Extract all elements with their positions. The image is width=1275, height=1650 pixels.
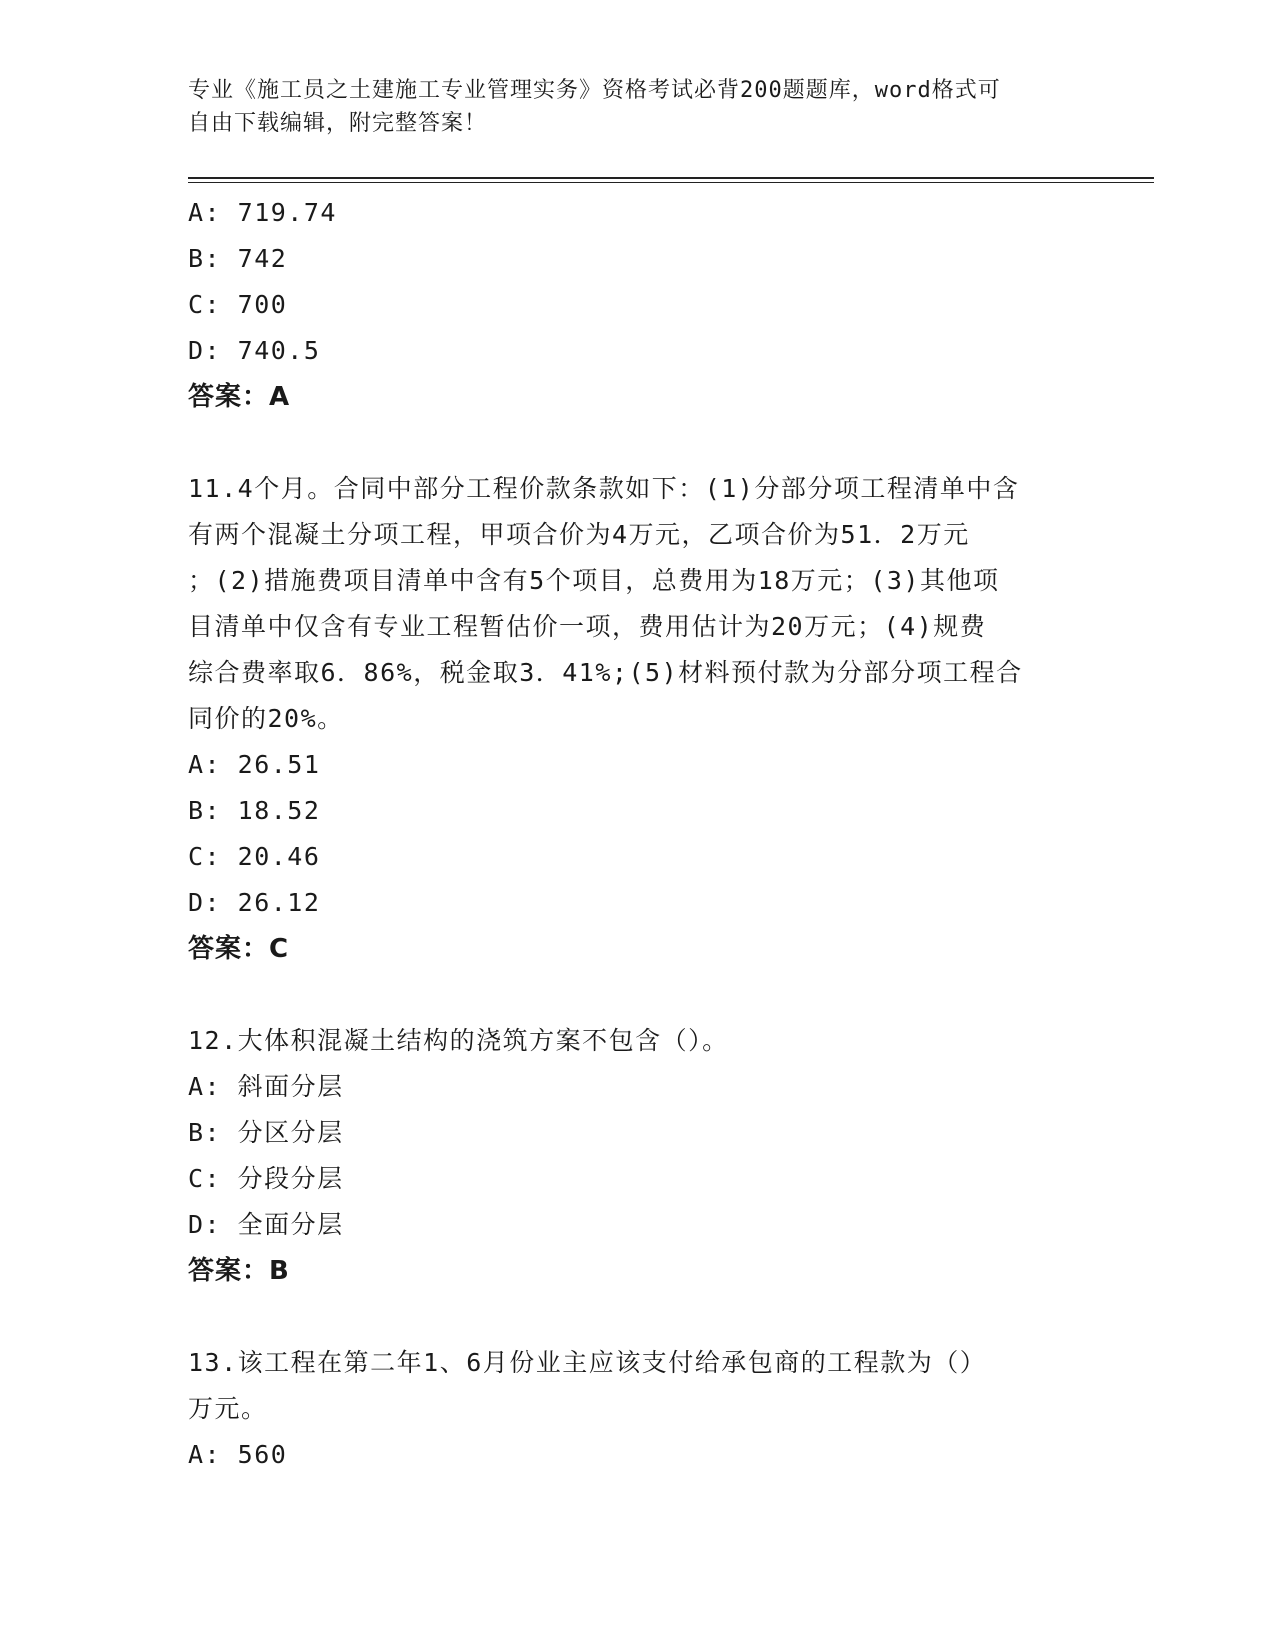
question-text-line: 目清单中仅含有专业工程暂估价一项，费用估计为20万元；(4)规费 [188,612,987,641]
option-d: D: 740.5 [188,336,321,365]
question-11 [188,466,1088,972]
spacer [188,972,1088,1018]
answer-label: 答案：A [188,382,291,412]
option-d: D: 全面分层 [188,1210,344,1239]
question-text-line: 12.大体积混凝土结构的浇筑方案不包含（）。 [188,1026,729,1055]
question-text-line: 13.该工程在第二年1、6月份业主应该支付给承包商的工程款为（） [188,1348,987,1377]
option-b: B: 742 [188,244,288,273]
answer-label: 答案：B [188,1256,290,1286]
option-d: D: 26.12 [188,888,321,917]
header-title-line-2: 自由下载编辑，附完整答案！ [188,111,488,136]
question-list [188,190,1088,1478]
option-a: A: 斜面分层 [188,1072,344,1101]
question-12 [188,1018,1088,1294]
question-10-options [188,190,1088,420]
question-text-line: 综合费率取6．86%，税金取3．41%;(5)材料预付款为分部分项工程合 [188,658,1023,687]
document-header [188,74,1068,140]
question-text-line: 11.4个月。合同中部分工程价款条款如下：(1)分部分项工程清单中含 [188,474,1020,503]
option-c: C: 20.46 [188,842,321,871]
answer-label: 答案：C [188,934,290,964]
option-b: B: 分区分层 [188,1118,344,1147]
question-text-line: 有两个混凝土分项工程，甲项合价为4万元，乙项合价为51．2万元 [188,520,970,549]
question-text-line: 万元。 [188,1394,268,1423]
question-text-line: 同价的20%。 [188,704,344,733]
option-a: A: 26.51 [188,750,321,779]
header-divider-thin [188,182,1154,183]
header-title-line-1: 专业《施工员之土建施工专业管理实务》资格考试必背200题题库，word格式可 [188,78,1001,103]
question-13 [188,1340,1088,1478]
option-c: C: 700 [188,290,288,319]
header-divider-thick [188,177,1154,179]
option-b: B: 18.52 [188,796,321,825]
option-a: A: 719.74 [188,198,337,227]
option-a: A: 560 [188,1440,288,1469]
spacer [188,420,1088,466]
question-text-line: ；(2)措施费项目清单中含有5个项目，总费用为18万元；(3)其他项 [188,566,1000,595]
spacer [188,1294,1088,1340]
option-c: C: 分段分层 [188,1164,344,1193]
